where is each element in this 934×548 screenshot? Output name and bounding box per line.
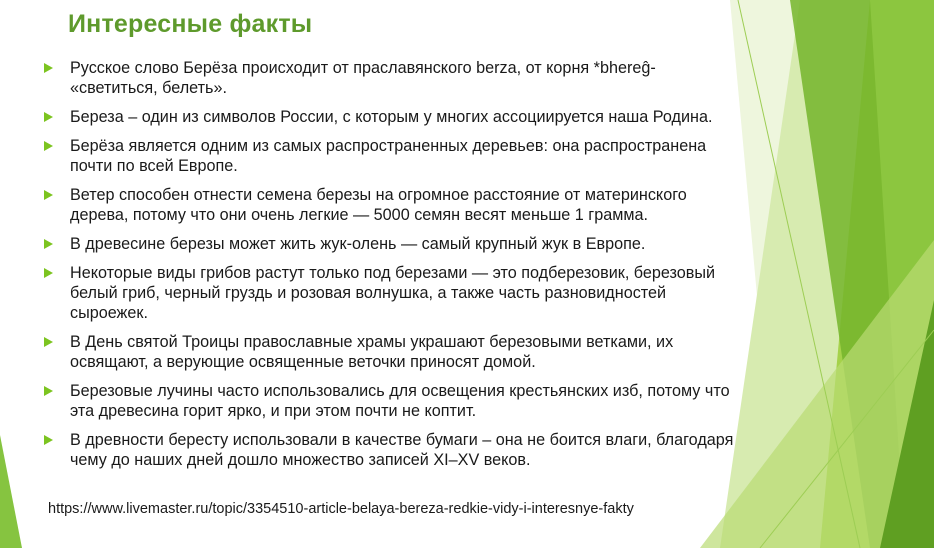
- list-item: [44, 234, 734, 254]
- bullet-text: В древности бересту использовали в качестве бумаги – она не боится влаги, благодаря чему до наших дней дошло множество записей XI–XV веков.: [70, 431, 734, 469]
- list-item: [44, 430, 734, 470]
- bullet-text: В День святой Троицы православные храмы украшают березовыми ветками, их освящают, а верующие освященные веточки приносят домой.: [70, 333, 674, 371]
- list-item: [44, 107, 734, 127]
- list-item: [44, 381, 734, 421]
- triangle-right-icon: [44, 112, 53, 122]
- bullet-text: Ветер способен отнести семена березы на огромное расстояние от материнского дерева, потому что они очень легкие — 5000 семян весят меньше 1 грамма.: [70, 186, 687, 224]
- slide-title: Интересные факты: [68, 10, 313, 38]
- list-item: [44, 58, 734, 98]
- triangle-right-icon: [44, 141, 53, 151]
- triangle-right-icon: [44, 386, 53, 396]
- triangle-right-icon: [44, 435, 53, 445]
- bullet-text: Русское слово Берёза происходит от праславянского berza, от корня *bhereĝ- «светиться, белеть».: [70, 59, 656, 97]
- triangle-right-icon: [44, 268, 53, 278]
- triangle-right-icon: [44, 190, 53, 200]
- triangle-right-icon: [44, 239, 53, 249]
- source-link[interactable]: https://www.livemaster.ru/topic/3354510-article-belaya-bereza-redkie-vidy-i-interesnye-fakty: [48, 501, 634, 517]
- bullet-text: Березовые лучины часто использовались для освещения крестьянских изб, потому что эта древесина горит ярко, и при этом почти не коптит.: [70, 382, 730, 420]
- list-item: [44, 332, 734, 372]
- corner-shape-left-bottom: [0, 435, 22, 548]
- facts-list: [44, 58, 734, 479]
- bullet-text: В древесине березы может жить жук-олень — самый крупный жук в Европе.: [70, 235, 646, 253]
- triangle-right-icon: [44, 337, 53, 347]
- triangle-right-icon: [44, 63, 53, 73]
- bullet-text: Береза – один из символов России, с которым у многих ассоциируется наша Родина.: [70, 108, 713, 126]
- list-item: [44, 185, 734, 225]
- bullet-text: Некоторые виды грибов растут только под березами — это подберезовик, березовый белый гриб, черный груздь и розовая волнушка, а также часть разновидностей сыроежек.: [70, 264, 716, 322]
- list-item: [44, 136, 734, 176]
- list-item: [44, 263, 734, 323]
- bullet-text: Берёза является одним из самых распространенных деревьев: она распространена почти по всей Европе.: [70, 137, 707, 175]
